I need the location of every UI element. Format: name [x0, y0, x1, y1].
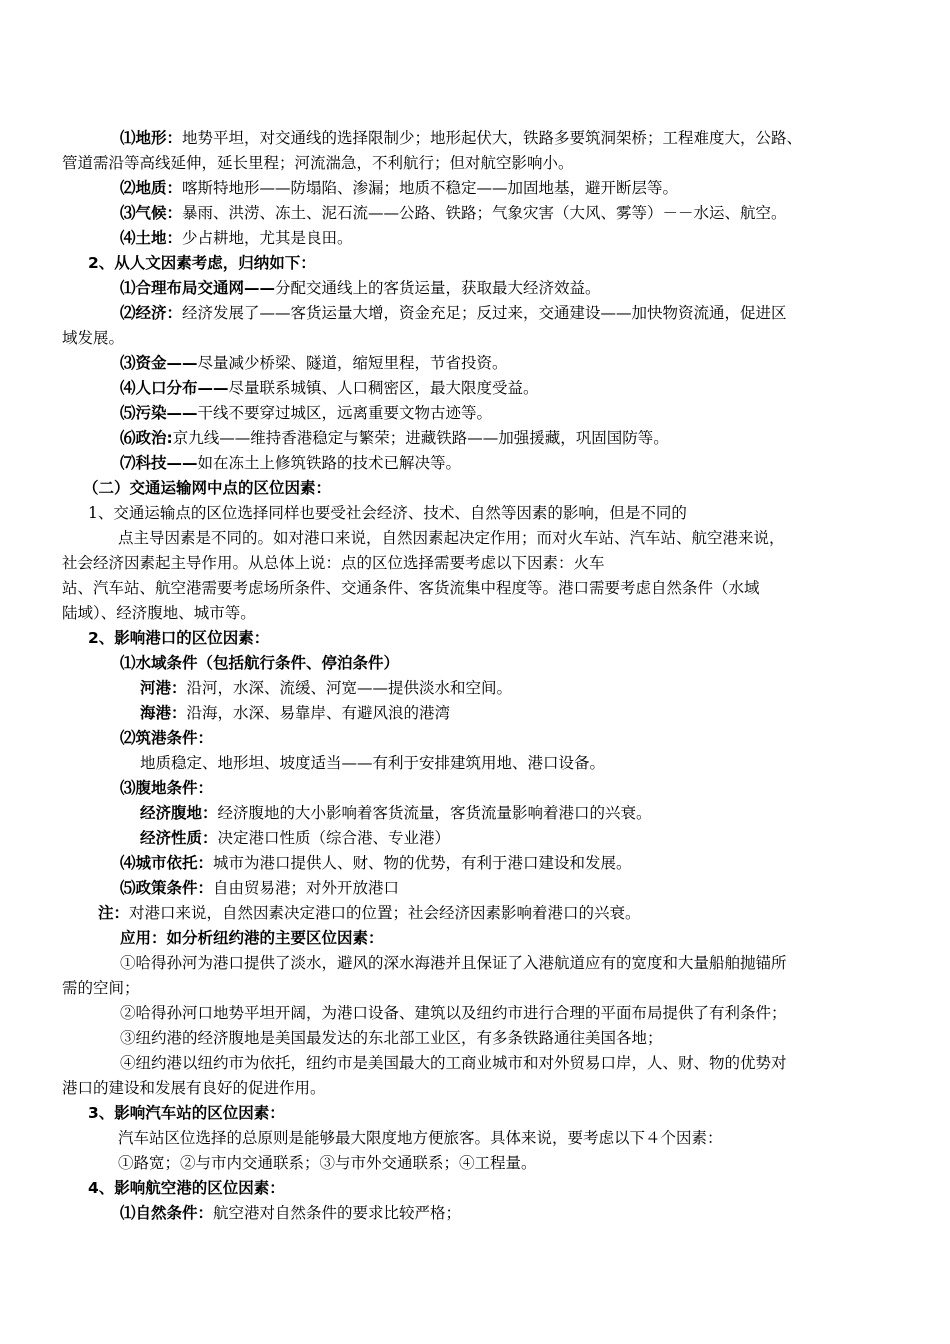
text-line — [140, 801, 652, 826]
line-text: 港口的建设和发展有良好的促进作用。 — [62, 1079, 326, 1097]
text-line — [120, 851, 632, 876]
line-text: 1、交通运输点的区位选择同样也要受社会经济、技术、自然等因素的影响，但是不同的 — [88, 504, 687, 522]
bold-label: ⑶资金—— — [120, 354, 198, 372]
text-line — [83, 476, 331, 501]
text-line — [120, 726, 213, 751]
bold-label: 应用：如分析纽约港的主要区位因素： — [120, 929, 384, 947]
text-line — [120, 1051, 787, 1076]
bold-label: ⑺科技—— — [120, 454, 198, 472]
text-line — [98, 901, 641, 926]
line-text: 社会经济因素起主导作用。从总体上说：点的区位选择需要考虑以下因素：火车 — [62, 554, 605, 572]
bold-label: ⑶气候： — [120, 204, 183, 222]
text-line — [120, 401, 492, 426]
text-line — [62, 326, 124, 351]
text-line — [62, 151, 574, 176]
line-text: 决定港口性质（综合港、专业港） — [217, 829, 451, 847]
text-line — [88, 1176, 285, 1201]
line-text: 对港口来说，自然因素决定港口的位置；社会经济因素影响着港口的兴衰。 — [129, 904, 641, 922]
text-line — [120, 201, 787, 226]
line-text: 汽车站区位选择的总原则是能够最大限度地方便旅客。具体来说，要考虑以下４个因素： — [118, 1129, 723, 1147]
text-line — [120, 351, 508, 376]
text-line — [88, 251, 316, 276]
text-line — [62, 576, 760, 601]
bold-label: ⑸政策条件： — [120, 879, 214, 897]
line-text: 点主导因素是不同的。如对港口来说，自然因素起决定作用；而对火车站、汽车站、航空港来说， — [118, 529, 785, 547]
bold-label: ⑴合理布局交通网—— — [120, 279, 276, 297]
text-line — [120, 926, 384, 951]
bold-label: （二）交通运输网中点的区位因素： — [83, 479, 332, 497]
text-line — [118, 526, 785, 551]
text-line — [88, 626, 269, 651]
text-line — [88, 501, 687, 526]
bold-label: 河港： — [140, 679, 187, 697]
line-text: ①路宽；②与市内交通联系；③与市外交通联系；④工程量。 — [118, 1154, 537, 1172]
bold-label: ⑵经济： — [120, 304, 183, 322]
line-text: ③纽约港的经济腹地是美国最发达的东北部工业区，有多条铁路通往美国各地； — [120, 1029, 663, 1047]
line-text: 地势平坦，对交通线的选择限制少；地形起伏大，铁路多要筑洞架桥；工程难度大，公路、 — [182, 129, 803, 147]
text-line — [62, 976, 140, 1001]
bold-label: ⑴水域条件（包括航行条件、停泊条件） — [120, 654, 400, 672]
bold-label: 2、影响港口的区位因素： — [88, 629, 270, 647]
line-text: 沿海，水深、易靠岸、有避风浪的港湾 — [186, 704, 451, 722]
text-line — [120, 1201, 461, 1226]
text-line — [62, 1076, 326, 1101]
text-line — [140, 701, 450, 726]
bold-label: 经济性质： — [140, 829, 218, 847]
text-line — [120, 451, 461, 476]
bold-label: 海港： — [140, 704, 187, 722]
line-text: 自由贸易港；对外开放港口 — [213, 879, 400, 897]
line-text: 陆域）、经济腹地、城市等。 — [62, 604, 256, 622]
text-line — [120, 776, 213, 801]
text-line — [62, 601, 256, 626]
text-line — [120, 376, 539, 401]
text-line — [120, 426, 669, 451]
line-text: 喀斯特地形——防塌陷、渗漏；地质不稳定——加固地基，避开断层等。 — [182, 179, 679, 197]
text-line — [140, 751, 605, 776]
line-text: 经济腹地的大小影响着客货流量，客货流量影响着港口的兴衰。 — [217, 804, 652, 822]
bold-label: ⑴自然条件： — [120, 1204, 214, 1222]
text-line — [118, 1151, 537, 1176]
text-line — [88, 1101, 285, 1126]
line-text: 少占耕地，尤其是良田。 — [182, 229, 353, 247]
text-line — [120, 1026, 663, 1051]
line-text: 分配交通线上的客货运量，获取最大经济效益。 — [275, 279, 601, 297]
line-text: ④纽约港以纽约市为依托，纽约市是美国最大的工商业城市和对外贸易口岸，人、财、物的优势对 — [120, 1054, 787, 1072]
bold-label: ⑵地质： — [120, 179, 183, 197]
text-line — [120, 276, 601, 301]
text-line — [118, 1126, 723, 1151]
line-text: 域发展。 — [62, 329, 125, 347]
bold-label: 2、从人文因素考虑，归纳如下： — [88, 254, 316, 272]
line-text: 干线不要穿过城区，远离重要文物古迹等。 — [197, 404, 493, 422]
line-text: 需的空间； — [62, 979, 140, 997]
bold-label: ⑷土地： — [120, 229, 183, 247]
line-text: 京九线——维持香港稳定与繁荣；进藏铁路——加强援藏，巩固国防等。 — [172, 429, 669, 447]
line-text: 暴雨、洪涝、冻土、泥石流——公路、铁路；气象灾害（大风、雾等）－－水运、航空。 — [182, 204, 787, 222]
line-text: 尽量联系城镇、人口稠密区，最大限度受益。 — [228, 379, 539, 397]
line-text: 沿河，水深、流缓、河宽——提供淡水和空间。 — [186, 679, 513, 697]
text-line — [120, 226, 353, 251]
bold-label: ⑷城市依托： — [120, 854, 214, 872]
line-text: ②哈得孙河口地势平坦开阔，为港口设备、建筑以及纽约市进行合理的平面布局提供了有利条件； — [120, 1004, 787, 1022]
text-line — [140, 826, 450, 851]
bold-label: ⑶腹地条件： — [120, 779, 214, 797]
line-text: 尽量减少桥梁、隧道，缩短里程，节省投资。 — [197, 354, 508, 372]
bold-label: 4、影响航空港的区位因素： — [88, 1179, 285, 1197]
bold-label: ⑹政治: — [120, 429, 173, 447]
text-line — [120, 301, 787, 326]
text-line — [120, 1001, 787, 1026]
line-text: 地质稳定、地形坦、坡度适当——有利于安排建筑用地、港口设备。 — [140, 754, 606, 772]
bold-label: 注： — [98, 904, 130, 922]
text-line — [120, 876, 399, 901]
text-line — [120, 651, 399, 676]
text-line — [140, 676, 512, 701]
line-text: 城市为港口提供人、财、物的优势，有利于港口建设和发展。 — [213, 854, 632, 872]
line-text: 如在冻土上修筑铁路的技术已解决等。 — [197, 454, 462, 472]
text-line — [120, 951, 787, 976]
line-text: 航空港对自然条件的要求比较严格； — [213, 1204, 462, 1222]
bold-label: 经济腹地： — [140, 804, 218, 822]
bold-label: ⑵筑港条件： — [120, 729, 214, 747]
bold-label: ⑴地形： — [120, 129, 183, 147]
bold-label: 3、影响汽车站的区位因素： — [88, 1104, 285, 1122]
line-text: ①哈得孙河为港口提供了淡水，避风的深水海港并且保证了入港航道应有的宽度和大量船舶抛锚所 — [120, 954, 787, 972]
line-text: 站、汽车站、航空港需要考虑场所条件、交通条件、客货流集中程度等。港口需要考虑自然条件（水域 — [62, 579, 760, 597]
bold-label: ⑷人口分布—— — [120, 379, 229, 397]
text-line — [62, 551, 605, 576]
line-text: 经济发展了——客货运量大增，资金充足；反过来，交通建设——加快物资流通，促进区 — [182, 304, 787, 322]
text-line — [120, 126, 802, 151]
bold-label: ⑸污染—— — [120, 404, 198, 422]
line-text: 管道需沿等高线延伸，延长里程；河流湍急，不利航行；但对航空影响小。 — [62, 154, 574, 172]
text-line — [120, 176, 678, 201]
